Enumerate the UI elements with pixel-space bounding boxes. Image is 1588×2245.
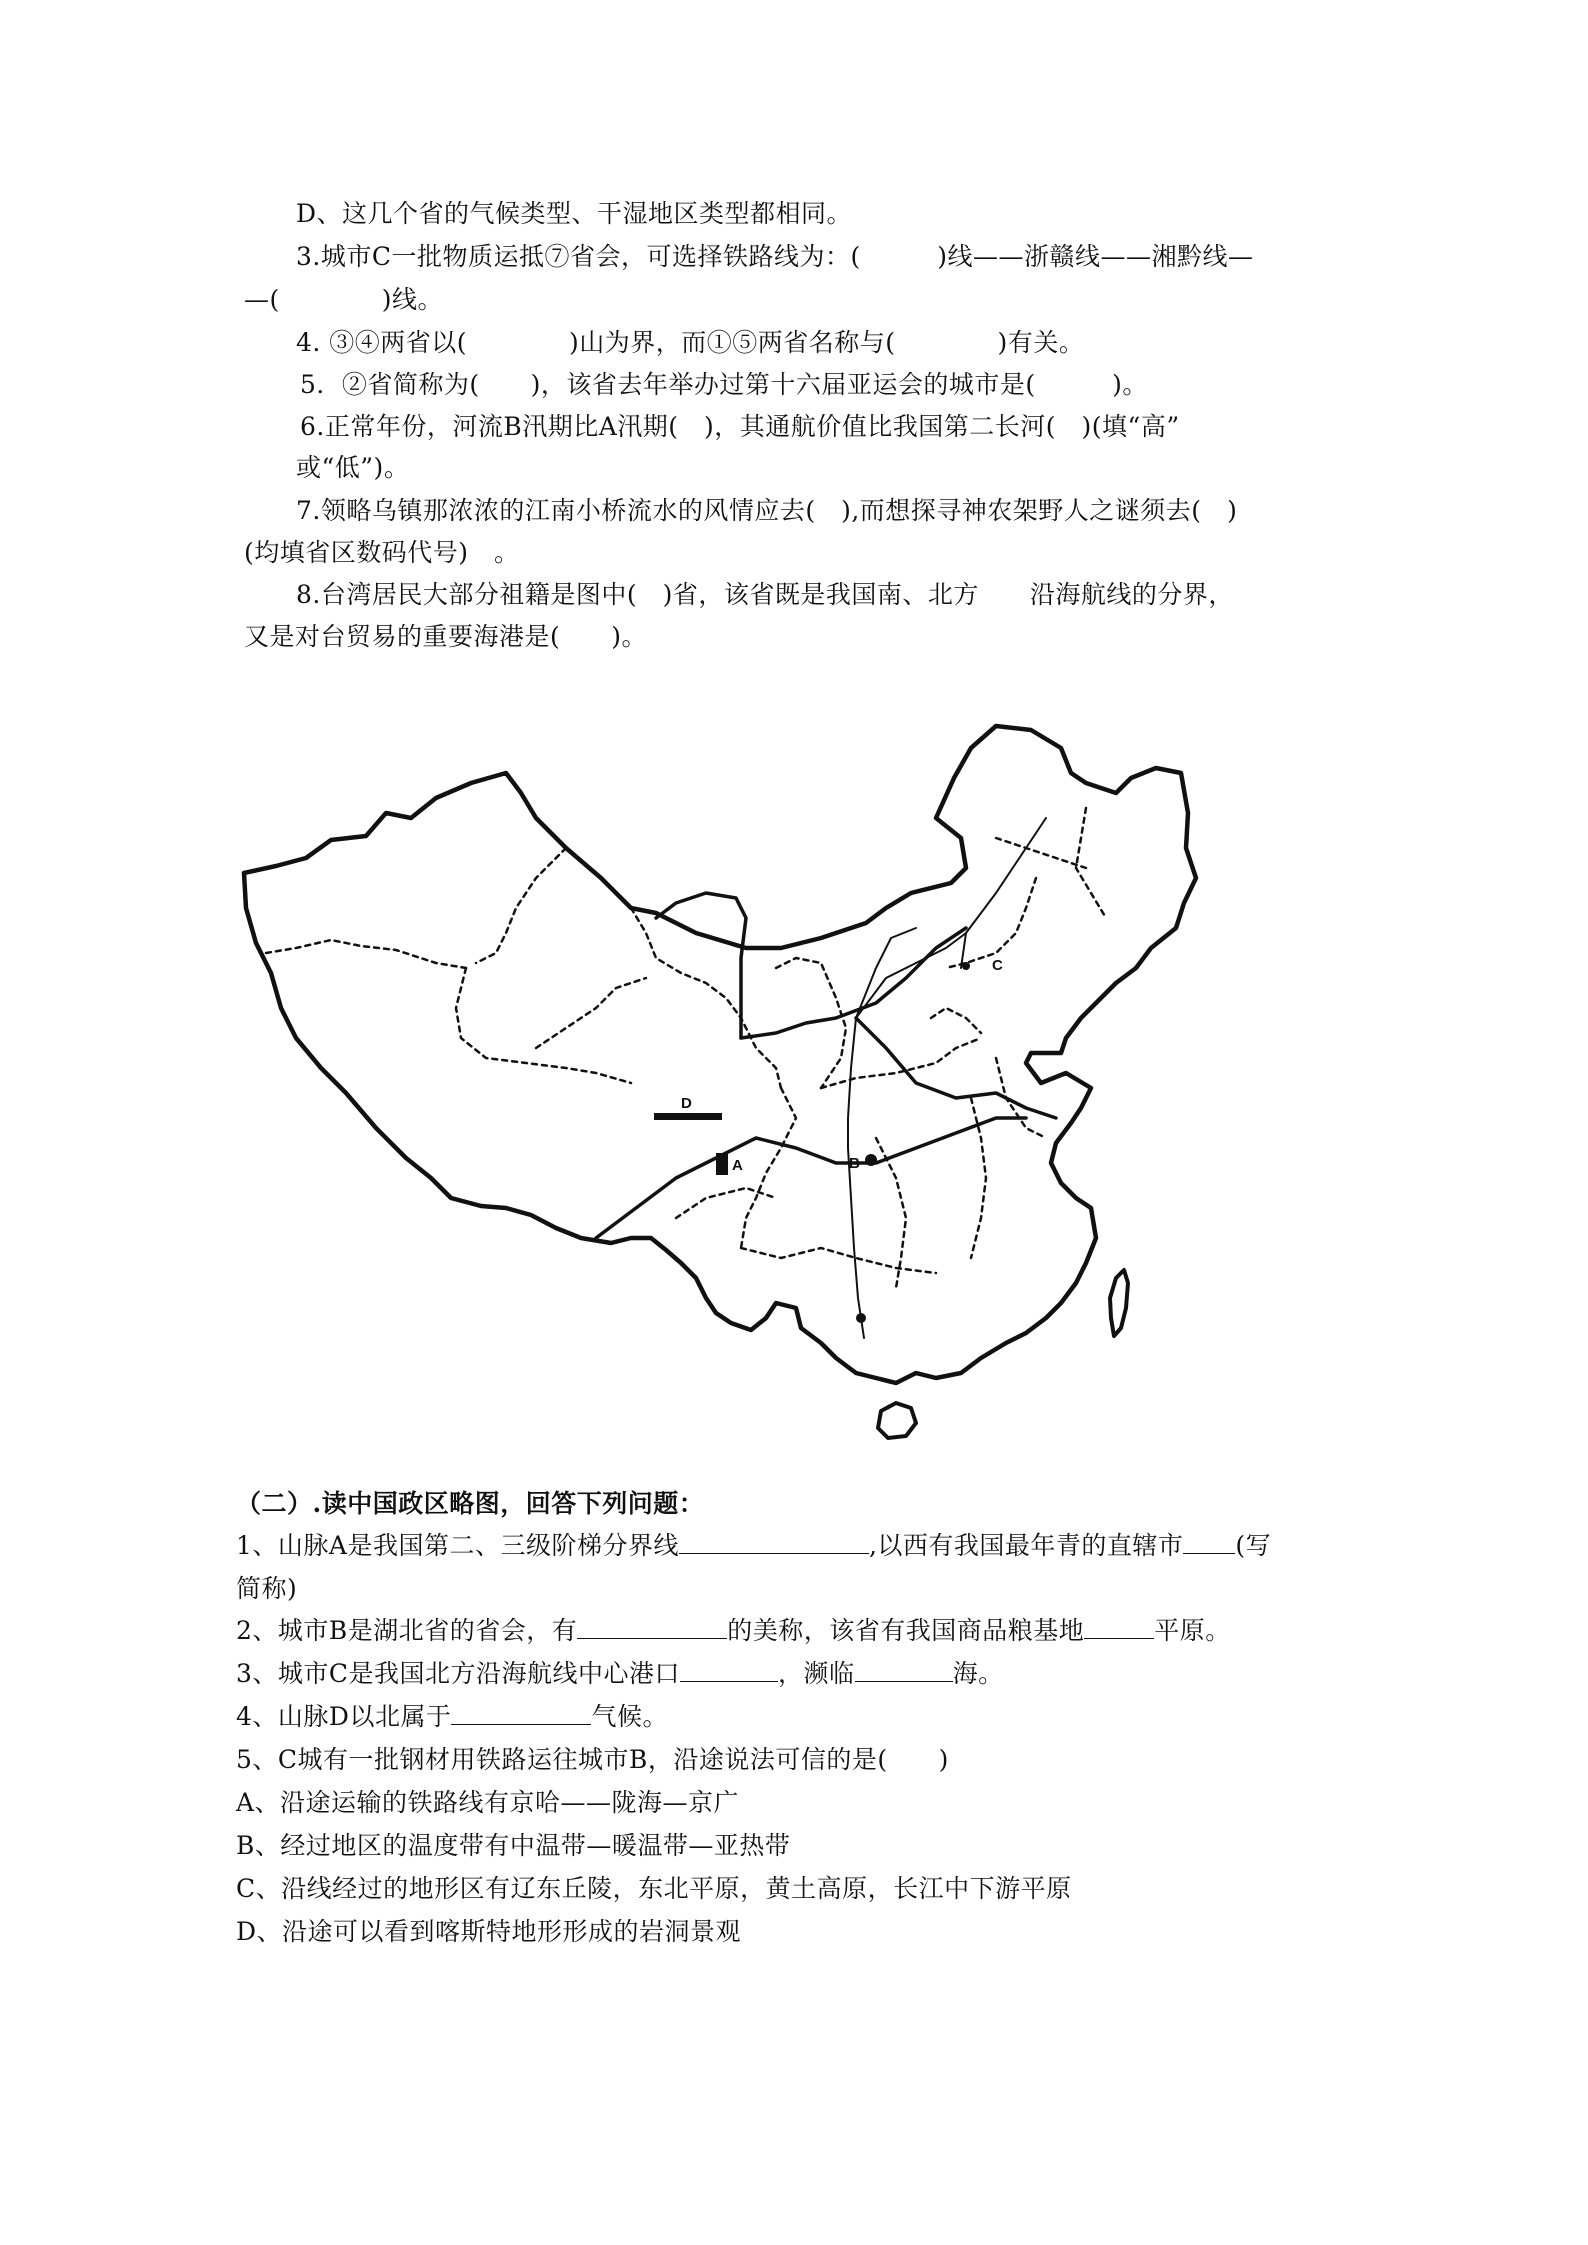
q2-blank-2[interactable] <box>1084 1614 1154 1639</box>
part2-question-2 <box>236 1614 1231 1648</box>
section-heading: （二）.读中国政区略图，回答下列问题： <box>236 1489 705 1518</box>
label-c: C <box>992 957 1003 974</box>
q1-blank-1[interactable] <box>679 1529 869 1554</box>
hainan-island <box>878 1403 916 1438</box>
q1-text-c: (写 <box>1235 1531 1272 1560</box>
question-4: 4. ③④两省以( )山为界，而①⑤两省名称与( )有关。 <box>296 328 1085 357</box>
label-b: B <box>849 1155 860 1172</box>
option-d-2: D、沿途可以看到喀斯特地形形成的岩洞景观 <box>236 1917 742 1946</box>
national-boundary <box>244 726 1196 1383</box>
part2-question-5: 5、C城有一批钢材用铁路运往城市B，沿途说法可信的是( ) <box>236 1745 949 1774</box>
q2-text-a: 2、城市B是湖北省的省会，有 <box>236 1616 578 1645</box>
part2-question-1 <box>236 1529 1271 1563</box>
part2-question-3 <box>236 1657 1004 1691</box>
question-6-line1: 6.正常年份，河流B汛期比A汛期( )，其通航价值比我国第二长河( )(填“高” <box>300 412 1180 441</box>
q1-text-a: 1、山脉A是我国第二、三级阶梯分界线 <box>236 1531 679 1560</box>
city-c-marker <box>962 962 970 970</box>
question-8-line1: 8.台湾居民大部分祖籍是图中( )省，该省既是我国南、北方 沿海航线的分界， <box>296 580 1234 609</box>
q4-text-a: 4、山脉D以北属于 <box>236 1702 452 1731</box>
q3-text-c: 海。 <box>952 1659 1004 1688</box>
question-6-line2: 或“低”)。 <box>296 453 410 482</box>
q2-blank-1[interactable] <box>577 1614 727 1639</box>
question-7-line2: (均填省区数码代号) 。 <box>244 538 520 567</box>
taiwan-island <box>1110 1270 1128 1336</box>
railway-jingguang <box>848 1018 864 1338</box>
mountain-a-marker <box>716 1153 728 1175</box>
q3-text-a: 3、城市C是我国北方沿海航线中心港口 <box>236 1659 681 1688</box>
part2-question-4 <box>236 1700 668 1734</box>
railway-jingha <box>856 818 1046 1018</box>
q3-blank-2[interactable] <box>855 1657 953 1682</box>
question-5: 5．②省简称为( )，该省去年举办过第十六届亚运会的城市是( )。 <box>300 370 1148 399</box>
q4-blank[interactable] <box>451 1700 591 1725</box>
label-d: D <box>681 1095 692 1112</box>
question-8-line2: 又是对台贸易的重要海港是( )。 <box>244 622 648 651</box>
option-c: C、沿线经过的地形区有辽东丘陵，东北平原，黄土高原，长江中下游平原 <box>236 1874 1072 1903</box>
q1-text-b: ,以西有我国最年青的直辖市 <box>868 1531 1184 1560</box>
q2-text-c: 平原。 <box>1154 1616 1231 1645</box>
q3-text-b: ，濒临 <box>778 1659 855 1688</box>
question-7-line1: 7.领略乌镇那浓浓的江南小桥流水的风情应去( ),而想探寻神农架野人之谜须去( ) <box>296 496 1238 525</box>
question-3-line2: —( )线。 <box>244 285 444 314</box>
q1-blank-2[interactable] <box>1183 1529 1235 1554</box>
part2-question-1-cont: 简称) <box>236 1574 298 1603</box>
china-map <box>236 718 1226 1478</box>
question-3-line1: 3.城市C一批物质运抵⑦省会，可选择铁路线为：( )线——浙赣线——湘黔线— <box>296 242 1254 271</box>
option-a: A、沿途运输的铁路线有京哈——陇海—京广 <box>236 1788 740 1817</box>
q3-blank-1[interactable] <box>680 1657 778 1682</box>
q4-text-b: 气候。 <box>591 1702 668 1731</box>
option-d: D、这几个省的气候类型、干湿地区类型都相同。 <box>296 199 853 228</box>
label-a: A <box>732 1157 743 1174</box>
option-b: B、经过地区的温度带有中温带—暖温带—亚热带 <box>236 1831 791 1860</box>
q2-text-b: 的美称，该省有我国商品粮基地 <box>727 1616 1085 1645</box>
city-b-marker <box>865 1154 877 1166</box>
mountain-d-bar <box>654 1113 722 1120</box>
